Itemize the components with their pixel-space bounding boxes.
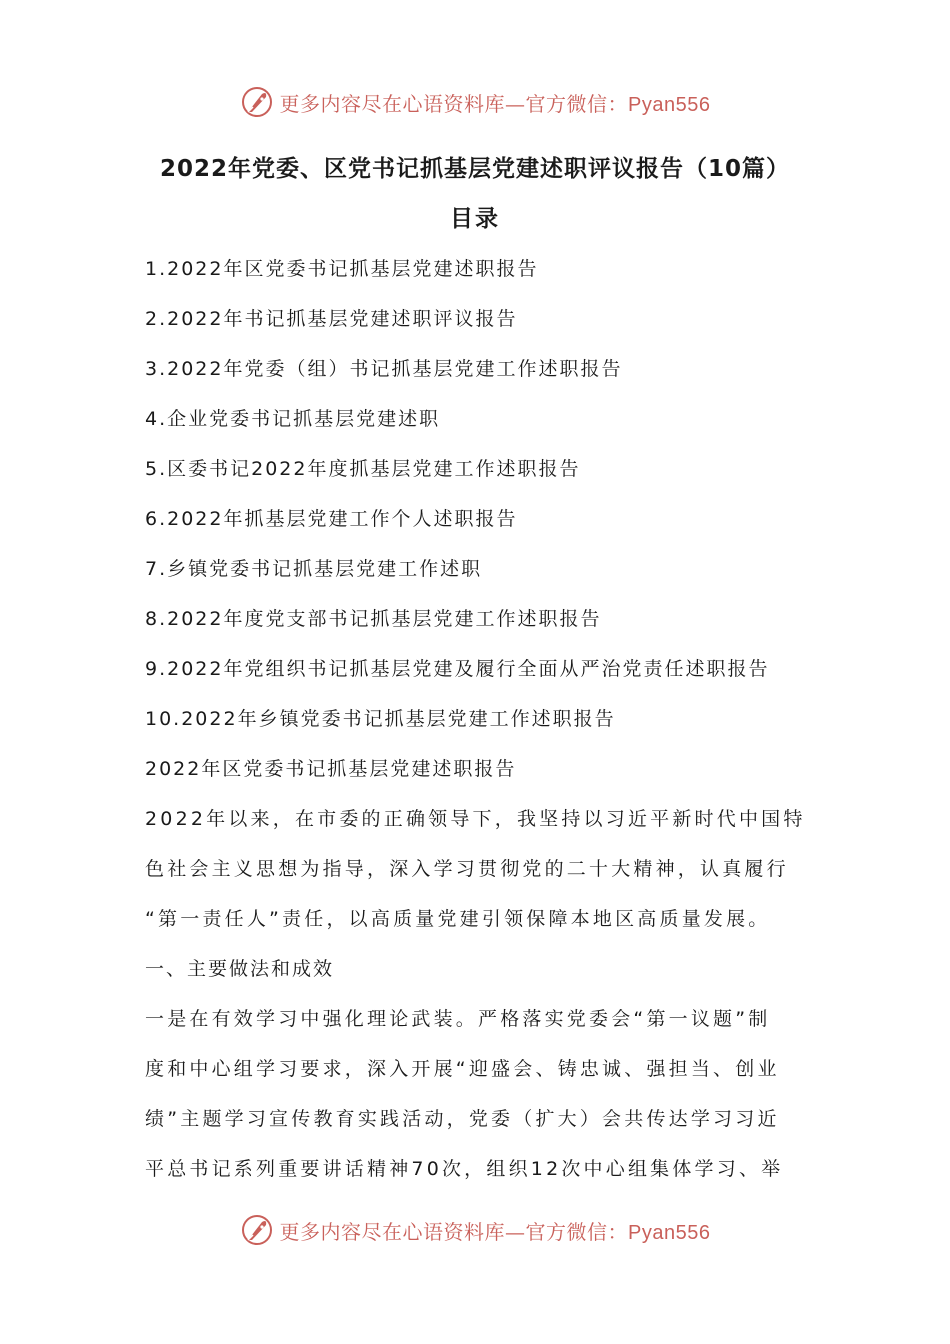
watermark-footer (0, 1210, 950, 1250)
toc-heading: 目录 (450, 206, 500, 232)
toc-item: 6.2022年抓基层党建工作个人述职报告 (145, 508, 518, 530)
paragraph-line: “第一责任人”责任，以高质量党建引领保障本地区高质量发展。 (145, 908, 771, 930)
watermark-header (0, 82, 950, 122)
toc-item: 2.2022年书记抓基层党建述职评议报告 (145, 308, 518, 330)
paragraph-line: 平总书记系列重要讲话精神70次，组织12次中心组集体学习、举 (145, 1158, 784, 1180)
paragraph-line: 一是在有效学习中强化理论武装。严格落实党委会“第一议题”制 (145, 1008, 771, 1030)
toc-item: 4.企业党委书记抓基层党建述职 (145, 408, 441, 430)
toc-item: 8.2022年度党支部书记抓基层党建工作述职报告 (145, 608, 602, 630)
paragraph-line: 度和中心组学习要求，深入开展“迎盛会、铸忠诚、强担当、创业 (145, 1058, 780, 1080)
paragraph-line: 2022年以来，在市委的正确领导下，我坚持以习近平新时代中国特 (145, 808, 806, 830)
toc-item: 10.2022年乡镇党委书记抓基层党建工作述职报告 (145, 708, 616, 730)
document-title: 2022年党委、区党书记抓基层党建述职评议报告（10篇） (159, 156, 791, 182)
intro-paragraph (145, 798, 810, 948)
quill-pen-logo-icon (240, 85, 274, 119)
watermark-brand-text: 更多内容尽在心语资料库—官方微信： (279, 1219, 629, 1244)
section-title: 2022年区党委书记抓基层党建述职报告 (145, 758, 517, 780)
toc-item: 3.2022年党委（组）书记抓基层党建工作述职报告 (145, 358, 623, 380)
toc-item: 1.2022年区党委书记抓基层党建述职报告 (145, 258, 539, 280)
paragraph-line: 色社会主义思想为指导，深入学习贯彻党的二十大精神，认真履行 (145, 858, 789, 880)
watermark-wechat-id: Pyan556 (628, 93, 711, 116)
toc-item: 5.区委书记2022年度抓基层党建工作述职报告 (145, 458, 581, 480)
toc-item: 7.乡镇党委书记抓基层党建工作述职 (145, 558, 483, 580)
watermark-wechat-id: Pyan556 (628, 1221, 711, 1244)
body-paragraph (145, 998, 810, 1198)
watermark-brand-text: 更多内容尽在心语资料库—官方微信： (279, 91, 629, 116)
subheading: 一、主要做法和成效 (145, 958, 335, 980)
document-body (145, 248, 810, 1198)
toc-item: 9.2022年党组织书记抓基层党建及履行全面从严治党责任述职报告 (145, 658, 770, 680)
paragraph-line: 绩”主题学习宣传教育实践活动，党委（扩大）会共传达学习习近 (145, 1108, 780, 1130)
quill-pen-logo-icon (240, 1213, 274, 1247)
